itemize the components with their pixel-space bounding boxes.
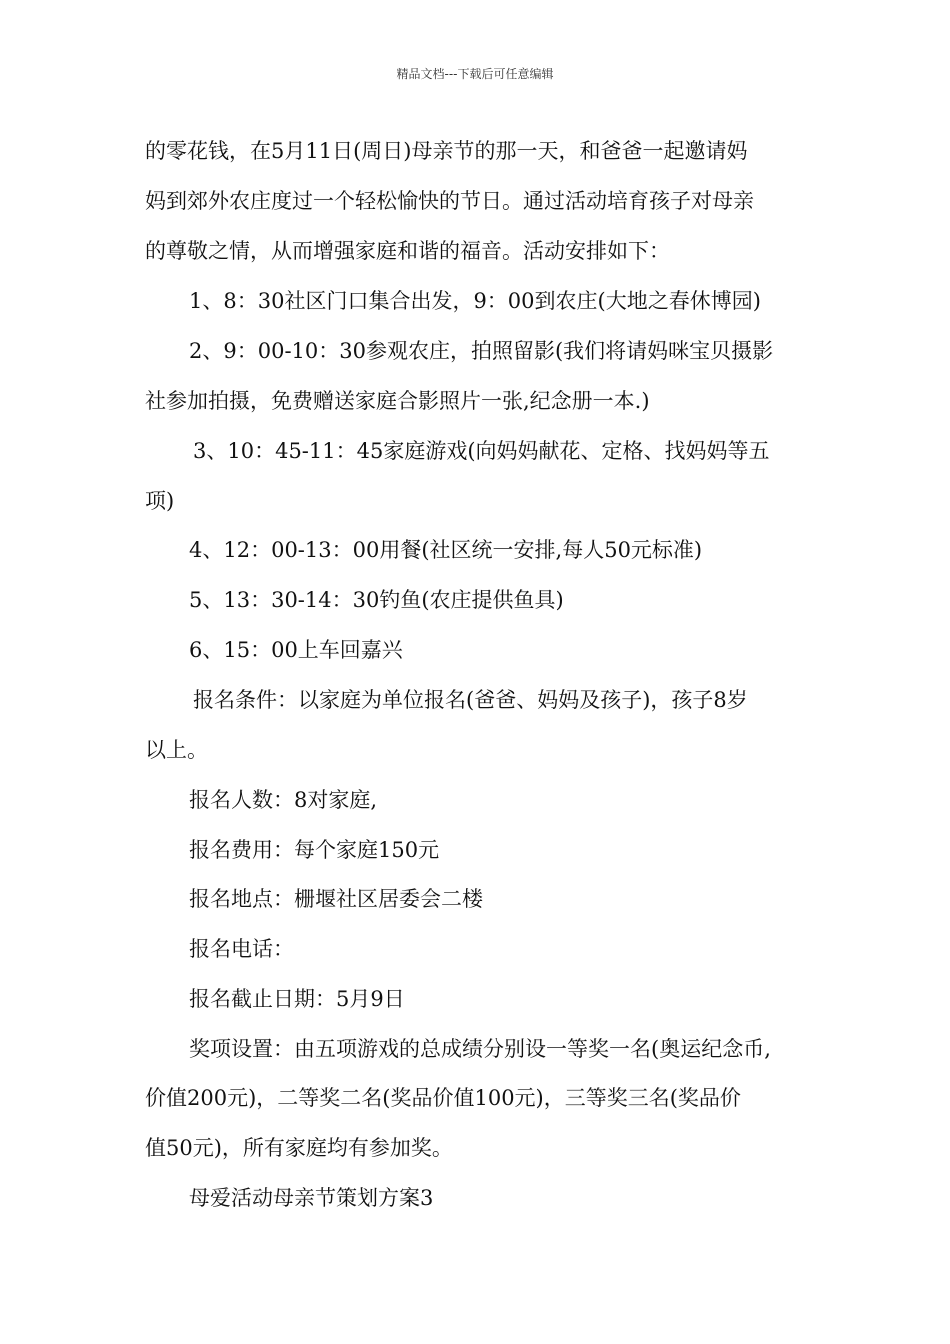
paragraph-line: 的尊敬之情，从而增强家庭和谐的福音。活动安排如下： — [145, 239, 670, 263]
registration-phone: 报名电话： — [189, 937, 294, 961]
paragraph-line: 的零花钱，在5月11日(周日)母亲节的那一天，和爸爸一起邀请妈 — [145, 139, 748, 163]
registration-fee: 报名费用：每个家庭150元 — [189, 838, 440, 862]
page-header: 精品文档---下载后可任意编辑 — [396, 67, 554, 81]
schedule-item-4: 4、12：00-13：00用餐(社区统一安排,每人50元标准) — [189, 538, 703, 562]
registration-location: 报名地点：栅堰社区居委会二楼 — [189, 887, 483, 911]
schedule-item-5: 5、13：30-14：30钓鱼(农庄提供鱼具) — [189, 588, 564, 612]
schedule-item-2: 2、9：00-10：30参观农庄，拍照留影(我们将请妈咪宝贝摄影 — [189, 339, 774, 363]
schedule-item-3: 3、10：45-11：45家庭游戏(向妈妈献花、定格、找妈妈等五 — [193, 439, 770, 463]
schedule-item-1: 1、8：30社区门口集合出发，9：00到农庄(大地之春休博园) — [189, 289, 761, 313]
award-settings: 奖项设置：由五项游戏的总成绩分别设一等奖一名(奥运纪念币, — [189, 1037, 771, 1061]
registration-conditions-cont: 以上。 — [145, 738, 208, 762]
award-settings-cont: 值50元)，所有家庭均有参加奖。 — [145, 1136, 453, 1160]
schedule-item-2-cont: 社参加拍摄，免费赠送家庭合影照片一张,纪念册一本.) — [145, 389, 650, 413]
schedule-item-6: 6、15：00上车回嘉兴 — [189, 638, 403, 662]
schedule-item-3-cont: 项) — [145, 489, 175, 513]
section-title: 母爱活动母亲节策划方案3 — [189, 1186, 434, 1210]
paragraph-line: 妈到郊外农庄度过一个轻松愉快的节日。通过活动培育孩子对母亲 — [145, 189, 754, 213]
award-settings-cont: 价值200元)，二等奖二名(奖品价值100元)，三等奖三名(奖品价 — [145, 1086, 741, 1110]
registration-count: 报名人数：8对家庭, — [189, 788, 378, 812]
registration-conditions: 报名条件：以家庭为单位报名(爸爸、妈妈及孩子)，孩子8岁 — [193, 688, 748, 712]
registration-deadline: 报名截止日期：5月9日 — [189, 987, 405, 1011]
